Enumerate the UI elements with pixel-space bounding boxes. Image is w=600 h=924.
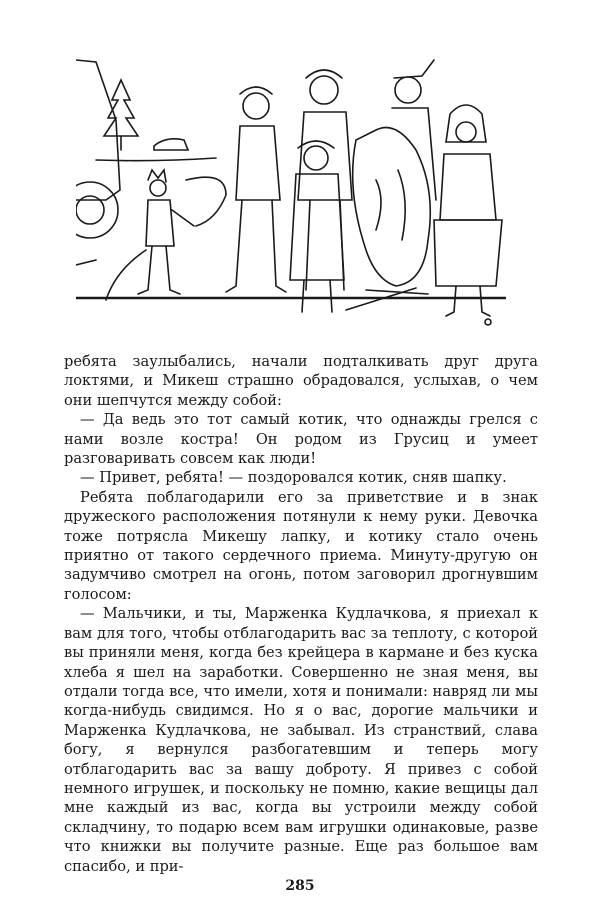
campfire-illustration [76,50,506,340]
paragraph: ребята заулыбались, начали подталкивать друг друга локтями, и Микеш страшно обрадовался, услыхав, о чем они шепчутся между собой: [64,353,538,409]
page-number: 285 [285,878,315,894]
body-text [64,352,538,876]
paragraph: — Мальчики, и ты, Марженка Кудлачкова, я приехал к вам для того, чтобы отблагодарить вас за теплоту, с которой вы приняли меня, когда без крейцера в кармане и без куска хлеба я шел на заработки. Совершенно не зная меня, вы отдали тогда все, что имели, хотя и понимали: навряд ли мы когда-нибудь свидимся. Но я о вас, дорогие мальчики и Марженка Кудлачкова, не забывал. Из странствий, слава богу, я вернулся разбогатевшим и теперь могу отблагодарить вас за вашу доброту. Я привез с собой немного игрушек, и поскольку не помню, какие вещицы дал мне каждый из вас, когда вы устроили между собой складчину, то подарю всем вам игрушки одинаковые, разве что книжки вы получите разные. Еще раз большое вам спасибо, и при- [64,605,538,875]
paragraph: — Да ведь это тот самый котик, что однажды грелся с нами возле костра! Он родом из Грусиц и умеет разговаривать совсем как люди! [64,411,538,468]
campfire-scene-icon [76,50,506,340]
paragraph: Ребята поблагодарили его за приветствие и в знак дружеского расположения потянули к нему руки. Девочка тоже потрясла Микешу лапку, и котику стало очень приятно от такого сердечного приема. Минуту-другую он задумчиво смотрел на огонь, потом заговорил дрогнувшим голосом: [64,488,538,603]
paragraph: — Привет, ребята! — поздоровался котик, сняв шапку. [80,469,507,487]
